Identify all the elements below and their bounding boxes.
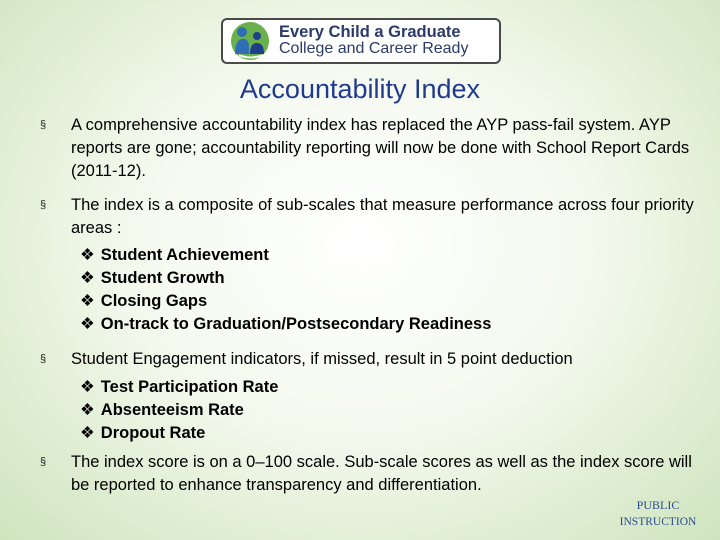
- sub-item: [80, 376, 278, 399]
- sub-item-text: Dropout Rate: [100, 424, 206, 442]
- logo-title: Every Child a Graduate: [279, 22, 461, 41]
- bullet-marker: §: [40, 456, 47, 468]
- bullet-item: [40, 114, 700, 183]
- logo-instruction-text: INSTRUCTION: [620, 516, 697, 528]
- public-instruction-logo: [620, 492, 698, 532]
- bullet-marker: §: [40, 353, 47, 365]
- sub-item-text: On-track to Graduation/Postsecondary Readiness: [100, 315, 492, 333]
- diamond-bullet-icon: ❖: [80, 246, 95, 264]
- family-logo-icon: [227, 20, 273, 62]
- diamond-bullet-icon: ❖: [80, 401, 95, 419]
- sub-item-text: Student Achievement: [100, 246, 269, 264]
- sub-item: [80, 290, 207, 313]
- bullet-text: The index score is on a 0–100 scale. Sub-scale scores as well as the index score will be reported to enhance transparency and differentiation.: [71, 453, 692, 494]
- bullet-item: [40, 348, 700, 371]
- sub-item: [80, 399, 244, 422]
- diamond-bullet-icon: ❖: [80, 424, 95, 442]
- sub-item: [80, 244, 269, 267]
- sub-item-text: Student Growth: [100, 269, 225, 287]
- sub-item: [80, 267, 225, 290]
- bullet-item: [40, 451, 700, 497]
- sub-item: [80, 313, 491, 336]
- bullet-marker: §: [40, 119, 47, 131]
- bullet-text: The index is a composite of sub-scales that measure performance across four priority areas :: [71, 196, 694, 237]
- bullet-text: Student Engagement indicators, if missed, result in 5 point deduction: [71, 350, 573, 368]
- sub-item-text: Closing Gaps: [100, 292, 208, 310]
- diamond-bullet-icon: ❖: [80, 378, 95, 396]
- bullet-item: [40, 194, 700, 240]
- slide-title: Accountability Index: [239, 74, 481, 104]
- sub-item: [80, 422, 205, 445]
- logo-every-child-a-graduate: [221, 18, 501, 64]
- sub-item-text: Test Participation Rate: [100, 378, 279, 396]
- diamond-bullet-icon: ❖: [80, 292, 95, 310]
- bullet-text: A comprehensive accountability index has replaced the AYP pass-fail system. AYP reports are gone; accountability reporting will now be done with School Report Cards (2011-12).: [71, 116, 690, 180]
- diamond-bullet-icon: ❖: [80, 315, 95, 333]
- sub-item-text: Absenteeism Rate: [100, 401, 244, 419]
- bullet-marker: §: [40, 199, 47, 211]
- logo-public-text: PUBLIC: [636, 498, 680, 512]
- logo-subtitle: College and Career Ready: [279, 40, 469, 58]
- diamond-bullet-icon: ❖: [80, 269, 95, 287]
